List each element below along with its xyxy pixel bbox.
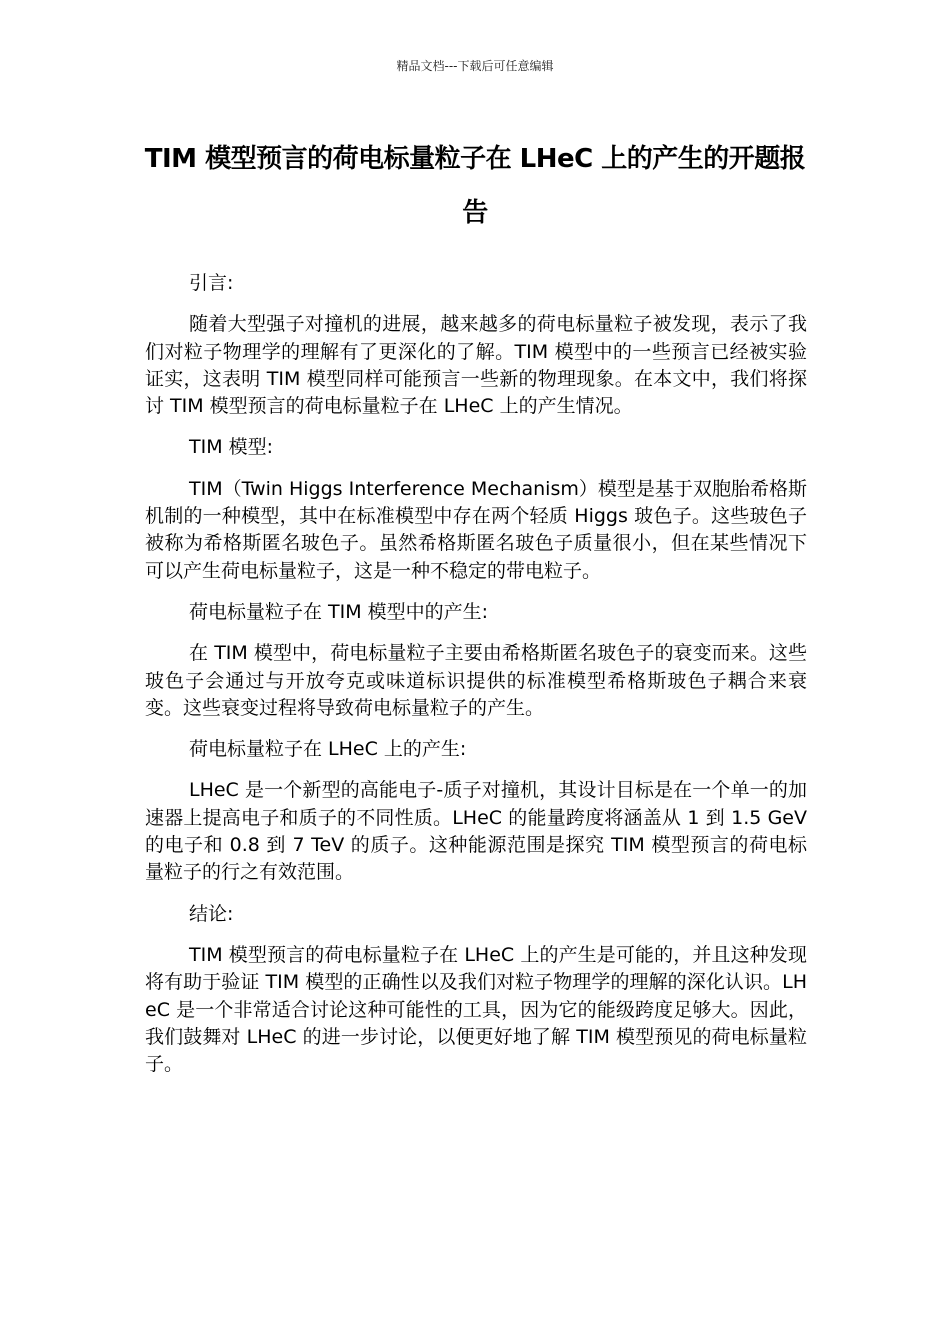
paragraph-conclusion: TIM 模型预言的荷电标量粒子在 LHeC 上的产生是可能的，并且这种发现将有助于验证 TIM 模型的正确性以及我们对粒子物理学的理解的深化认识。LHeC 是一个非常适合讨论这种可能性的工具，因为它的能级跨度足够大。因此，我们鼓舞对 LHeC 的进一步讨论，以便更好地了解 TIM 模型预见的荷电标量粒子。 (145, 943, 807, 1076)
paragraph-production-at-lhec: LHeC 是一个新型的高能电子-质子对撞机，其设计目标是在一个单一的加速器上提高电子和质子的不同性质。LHeC 的能量跨度将涵盖从 1 到 1.5 GeV 的电子和 0.8 到 7 TeV 的质子。这种能源范围是探究 TIM 模型预言的荷电标量粒子的行之有效范围。 (145, 779, 807, 884)
document-title: TIM 模型预言的荷电标量粒子在 LHeC 上的产生的开题报告 (144, 144, 806, 228)
section-heading-introduction: 引言: (189, 272, 234, 294)
paragraph-production-in-tim: 在 TIM 模型中，荷电标量粒子主要由希格斯匿名玻色子的衰变而来。这些玻色子会通过与开放夸克或味道标识提供的标准模型希格斯玻色子耦合来衰变。这些衰变过程将导致荷电标量粒子的产生。 (145, 642, 807, 719)
section-heading-production-in-tim: 荷电标量粒子在 TIM 模型中的产生: (189, 600, 489, 623)
paragraph-introduction: 随着大型强子对撞机的进展，越来越多的荷电标量粒子被发现，表示了我们对粒子物理学的理解有了更深化的了解。TIM 模型中的一些预言已经被实验证实，这表明 TIM 模型同样可能预言一些新的物理现象。在本文中，我们将探讨 TIM 模型预言的荷电标量粒子在 LHeC 上的产生情况。 (145, 313, 807, 418)
page-header: 精品文档---下载后可任意编辑 (396, 59, 554, 73)
document-body (145, 270, 807, 1092)
section-heading-production-at-lhec: 荷电标量粒子在 LHeC 上的产生: (189, 738, 467, 761)
section-heading-conclusion: 结论: (189, 902, 234, 925)
paragraph-tim-model: TIM（Twin Higgs Interference Mechanism）模型是基于双胞胎希格斯机制的一种模型，其中在标准模型中存在两个轻质 Higgs 玻色子。这些玻色子被称为希格斯匿名玻色子。虽然希格斯匿名玻色子质量很小，但在某些情况下可以产生荷电标量粒子，这是一种不稳定的带电粒子。 (145, 477, 807, 582)
section-heading-tim-model: TIM 模型: (189, 436, 274, 459)
